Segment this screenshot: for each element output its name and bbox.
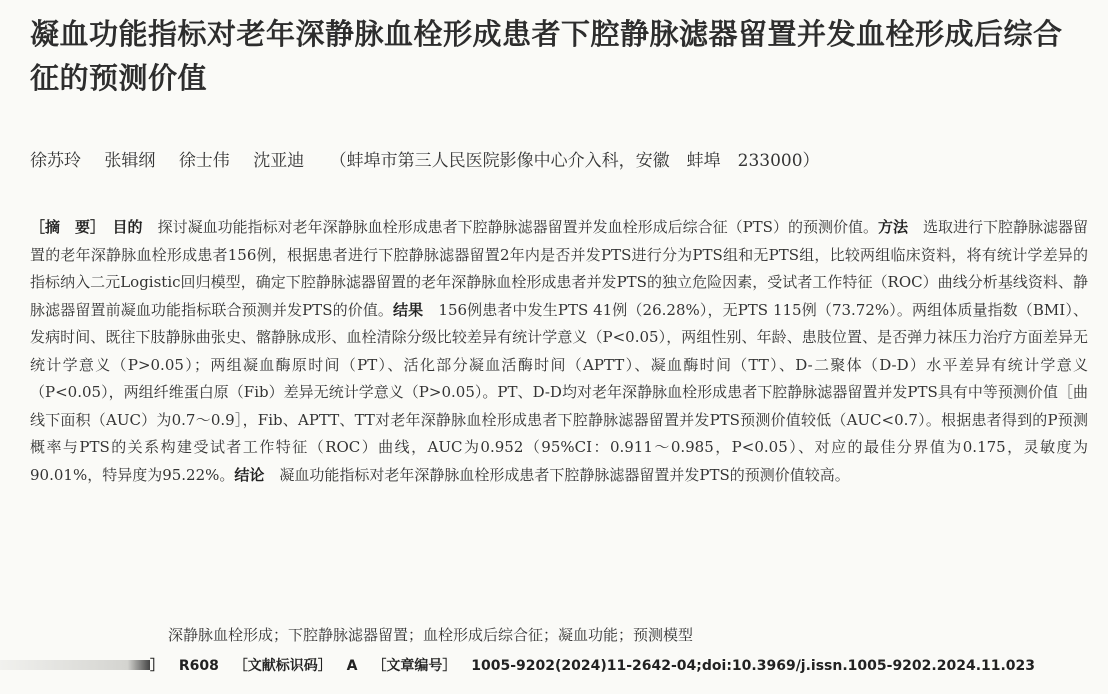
- clc-label: ］: [150, 658, 164, 674]
- cropped-keyword-label-mark: [0, 660, 150, 670]
- doc-code: A: [346, 658, 358, 674]
- author-line: [30, 146, 1090, 171]
- author-affiliation: （蚌埠市第三人民医院影像中心介入科，安徽 蚌埠 233000）: [329, 151, 820, 171]
- objective-text: 探讨凝血功能指标对老年深静脉血栓形成患者下腔静脉滤器留置并发血栓形成后综合征（PTS）的预测价值。: [157, 218, 878, 236]
- abstract: [30, 214, 1088, 489]
- methods-text: 选取进行下腔静脉滤器留置的老年深静脉血栓形成患者156例，根据患者进行下腔静脉滤器留置2年内是否并发PTS进行分为PTS组和无PTS组，比较两组临床资料，将有统计学差异的指标纳入二元Logistic回归模型，确定下腔静脉滤器留置的老年深静脉血栓形成患者并发PTS的独立危险因素，受试者工作特征（ROC）曲线分析基线资料、静脉滤器留置前凝血功能指标联合预测并发PTS的价值。: [30, 218, 1088, 319]
- doc-code-label: ［文献标识码］: [233, 658, 332, 674]
- author-name: 徐苏玲: [30, 151, 81, 171]
- author-name: 张辑纲: [104, 151, 156, 171]
- author-name: 徐士伟: [178, 151, 230, 171]
- results-label: 结果: [393, 300, 424, 319]
- conclusion-text: 凝血功能指标对老年深静脉血栓形成患者下腔静脉滤器留置并发PTS的预测价值较高。: [279, 465, 850, 484]
- author-name: 沈亚迪: [253, 151, 305, 171]
- keywords: 深静脉血栓形成；下腔静脉滤器留置；血栓形成后综合征；凝血功能；预测模型: [168, 626, 694, 644]
- clc-number: R608: [178, 658, 219, 674]
- conclusion-label: 结论: [234, 465, 265, 484]
- results-text: 156例患者中发生PTS 41例（26.28%），无PTS 115例（73.72%）。两组体质量指数（BMI）、发病时间、既往下肢静脉曲张史、髂静脉成形、血栓清除分级比较差异有统计学意义（P<0.05），两组性别、年龄、患肢位置、是否弹力袜压力治疗方面差异无统计学意义（P>0.05）；两组凝血酶原时间（PT）、活化部分凝血活酶时间（APTT）、凝血酶时间（TT）、D-二聚体（D-D）水平差异有统计学意义（P<0.05），两组纤维蛋白原（Fib）差异无统计学意义（P>0.05）。PT、D-D均对老年深静脉血栓形成患者下腔静脉滤器留置并发PTS具有中等预测价值［曲线下面积（AUC）为0.7～0.9］，Fib、APTT、TT对老年深静脉血栓形成患者下腔静脉滤器留置并发PTS预测价值较低（AUC<0.7）。根据患者得到的P预测概率与PTS的关系构建受试者工作特征（ROC）曲线，AUC为0.952（95%CI：0.911～0.985，P<0.05）、对应的最佳分界值为0.175，灵敏度为90.01%，特异度为95.22%。: [30, 300, 1088, 484]
- classification-line: [150, 655, 1090, 675]
- abstract-label: ［摘 要］: [30, 218, 98, 236]
- paper-title: 凝血功能指标对老年深静脉血栓形成患者下腔静脉滤器留置并发血栓形成后综合征的预测价值: [30, 17, 1063, 95]
- article-id-label: ［文章编号］: [372, 658, 457, 674]
- methods-label: 方法: [877, 218, 908, 236]
- objective-label: 目的: [112, 218, 143, 236]
- article-id: 1005-9202(2024)11-2642-04;doi:10.3969/j.issn.1005-9202.2024.11.023: [471, 658, 1036, 674]
